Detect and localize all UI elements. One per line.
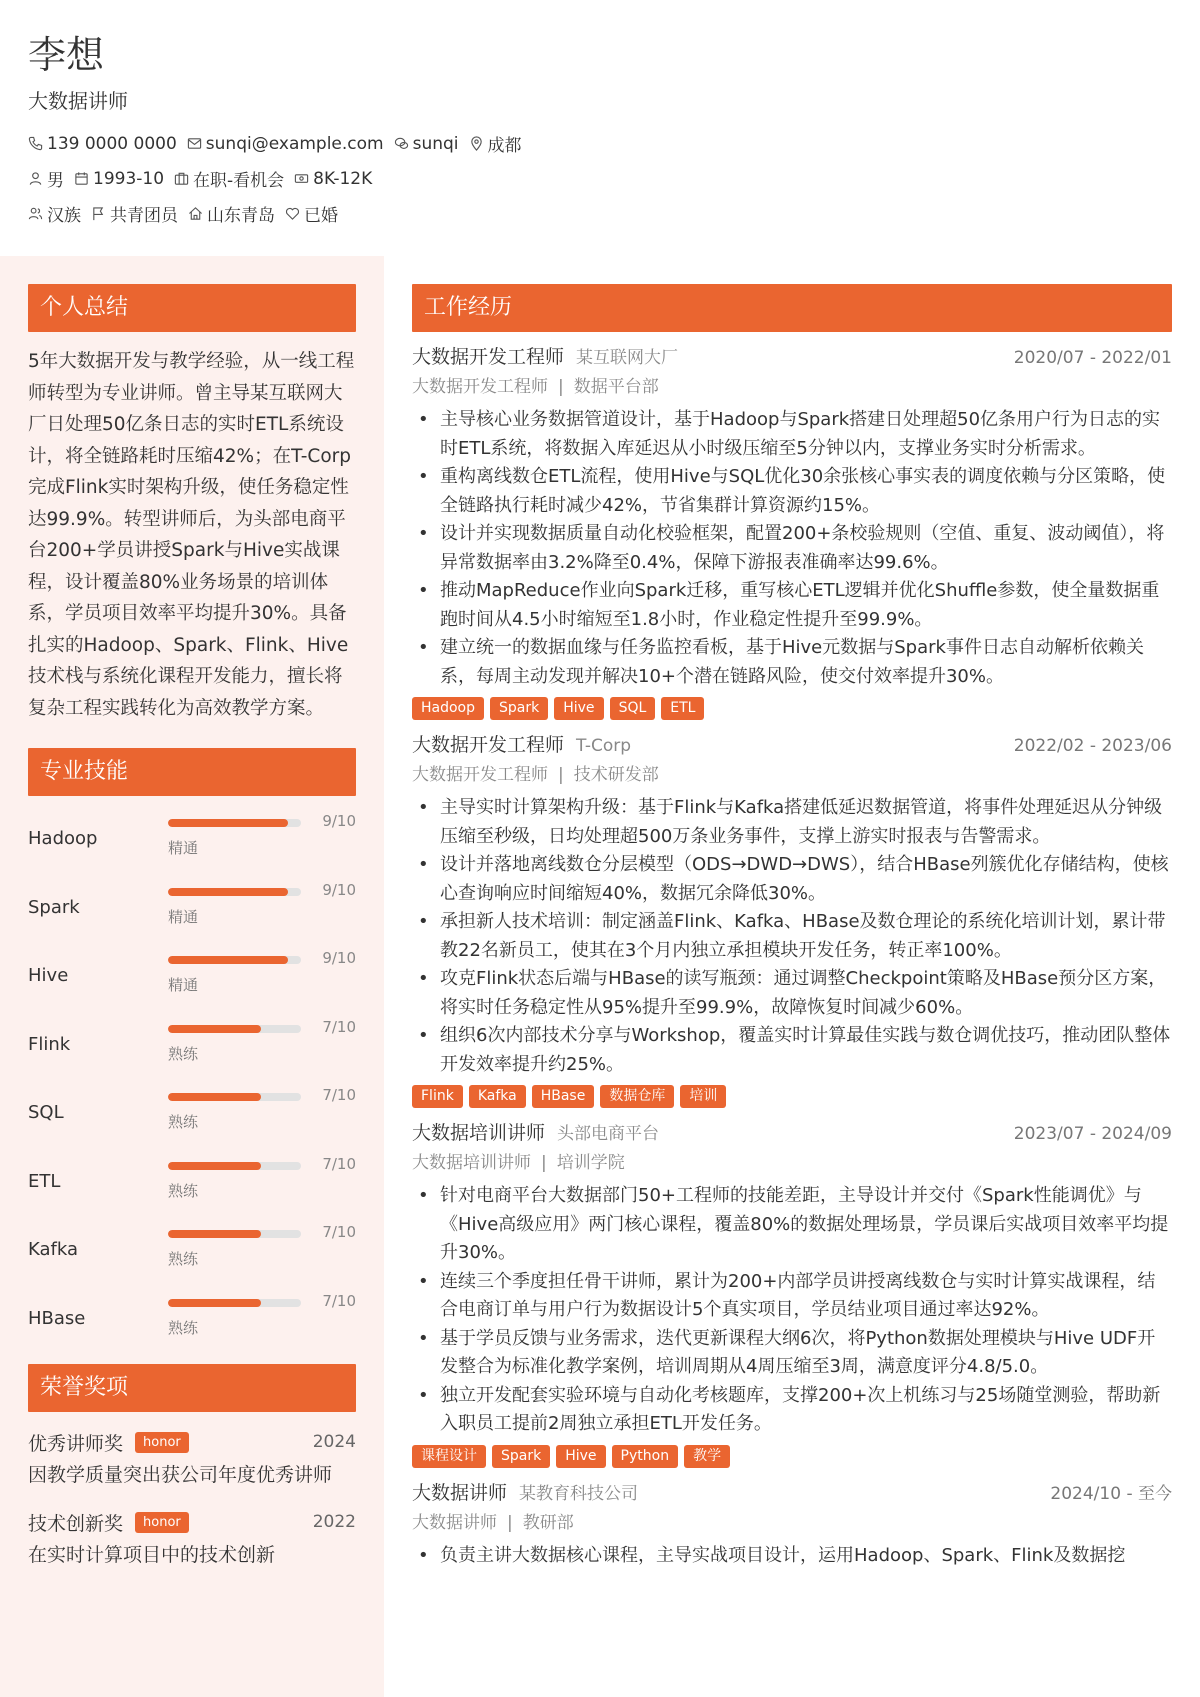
skill-tag: Kafka (469, 1085, 526, 1108)
job-header (412, 1118, 1172, 1148)
skill-tag: 数据仓库 (600, 1085, 674, 1108)
skill-bar-fill (168, 1299, 261, 1307)
job-tags (412, 697, 1172, 720)
skill-score: 7/10 (322, 1291, 356, 1310)
job-bullet: • 推动MapReduce作业向Spark迁移，重写核心ETL逻辑并优化Shuffle参数，使全量数据重跑时间从4.5小时缩短至1.8小时，作业稳定性提升至99.9%。 (412, 577, 1172, 634)
awards-section-title: 荣誉奖项 (28, 1364, 356, 1412)
skill-item (28, 1147, 356, 1216)
award-item (28, 1506, 356, 1572)
skill-bar-fill (168, 956, 288, 964)
skill-bar (168, 819, 301, 827)
phone-text: 139 0000 0000 (47, 133, 177, 154)
user-icon (28, 171, 43, 186)
award-name: 技术创新奖 (28, 1512, 124, 1535)
marital-text: 已婚 (304, 206, 338, 226)
gender-item (28, 166, 64, 191)
job-title: 大数据开发工程师 (412, 734, 565, 756)
skill-bar (168, 1093, 301, 1101)
hometown-item (188, 201, 275, 226)
skill-item (28, 1215, 356, 1284)
job-department: 培训学院 (556, 1153, 625, 1173)
skill-item (28, 1010, 356, 1079)
job-date: 2020/07 - 2022/01 (1013, 348, 1172, 368)
job-title: 大数据开发工程师 (412, 346, 565, 368)
job-date: 2023/07 - 2024/09 (1013, 1124, 1172, 1144)
skill-score: 7/10 (322, 1017, 356, 1036)
phone-item (28, 134, 177, 154)
salary-text: 8K-12K (313, 168, 373, 189)
skill-item (28, 873, 356, 942)
skill-bar-fill (168, 888, 288, 896)
skill-tag: Flink (412, 1085, 463, 1108)
phone-icon (28, 136, 43, 151)
marital-item (285, 201, 338, 226)
job-role-line (412, 760, 1172, 790)
mail-icon (187, 136, 202, 151)
birth-text: 1993-10 (93, 168, 165, 189)
job-date: 2024/10 - 至今 (1050, 1483, 1172, 1504)
award-header (28, 1426, 356, 1458)
awards-list (28, 1426, 356, 1572)
job-title: 大数据讲师 (412, 1481, 508, 1504)
skill-bar (168, 1230, 301, 1238)
skill-name: SQL (28, 1102, 64, 1123)
job-bullet: • 负责主讲大数据核心课程，主导实战项目设计，运用Hadoop、Spark、Flink及数据挖 (412, 1542, 1172, 1571)
heart-icon (285, 206, 300, 221)
role-separator: | (507, 1512, 513, 1533)
job-role: 大数据培训讲师 (412, 1153, 531, 1173)
wechat-text: sunqi (412, 133, 459, 154)
job-company: 某互联网大厂 (576, 348, 679, 368)
skill-bar-fill (168, 1025, 261, 1033)
resume-header (0, 0, 1200, 256)
job-bullet: • 主导实时计算架构升级：基于Flink与Kafka搭建低延迟数据管道，将事件处理延迟从分钟级压缩至秒级，日均处理超500万条业务事件，支撑上游实时报表与告警需求。 (412, 794, 1172, 851)
award-badge: honor (135, 1512, 189, 1533)
status-item (174, 166, 284, 191)
skill-name: Spark (28, 896, 80, 918)
skill-item (28, 1284, 356, 1353)
skill-bar (168, 956, 301, 964)
job-tags (412, 1445, 1172, 1468)
money-icon (294, 171, 309, 186)
skill-tag: Hive (554, 697, 603, 720)
politics-item (91, 201, 178, 226)
skill-tag: Hadoop (412, 697, 484, 720)
skill-item (28, 1078, 356, 1147)
job-company: 某教育科技公司 (519, 1483, 639, 1504)
location-pin-icon (469, 136, 484, 151)
skill-tag: Spark (490, 697, 548, 720)
award-year: 2024 (312, 1432, 356, 1452)
skill-tag: Spark (492, 1445, 550, 1468)
left-column (0, 256, 384, 1697)
users-icon (28, 206, 43, 221)
status-text: 在职-看机会 (193, 171, 285, 191)
skill-score: 9/10 (322, 949, 356, 967)
skill-item (28, 941, 356, 1010)
email-item (187, 134, 384, 154)
job-bullets (412, 794, 1172, 1079)
skill-name: Flink (28, 1033, 71, 1055)
skill-bar (168, 1162, 301, 1170)
skill-item (28, 804, 356, 873)
summary-text: 5年大数据开发与教学经验，从一线工程师转型为专业讲师。曾主导某互联网大厂日处理50亿条日志的实时ETL系统设计，将全链路耗时压缩42%；在T-Corp完成Flink实时架构升级，使任务稳定性达99.9%。转型讲师后，为头部电商平台200+学员讲授Spark与Hive实战课程，设计覆盖80%业务场景的培训体系，学员项目效率平均提升30%。具备扎实的Hadoop、Spark、Flink、Hive技术栈与系统化课程开发能力，擅长将复杂工程实践转化为高效教学方案。 (28, 351, 355, 719)
skill-bar (168, 1025, 301, 1033)
skill-tag: 教学 (684, 1445, 730, 1468)
award-item (28, 1426, 356, 1492)
role-separator: | (558, 377, 564, 397)
award-name: 优秀讲师奖 (28, 1432, 124, 1455)
politics-text: 共青团员 (110, 206, 178, 226)
skill-bar-fill (168, 1093, 261, 1101)
job-department: 教研部 (522, 1512, 574, 1533)
job-bullet: • 基于学员反馈与业务需求，迭代更新课程大纲6次，将Python数据处理模块与Hive UDF开发整合为标准化教学案例，培训周期从4周压缩至3周，满意度评分4.8/5.0。 (412, 1325, 1172, 1382)
job-title: 大数据培训讲师 (412, 1122, 546, 1144)
skills-list (28, 804, 356, 1352)
skill-name: HBase (28, 1307, 86, 1329)
birth-item (74, 169, 164, 189)
ethnicity-text: 汉族 (47, 206, 81, 226)
job-tags (412, 1085, 1172, 1108)
skill-name: Hadoop (28, 828, 98, 849)
job-bullets (412, 406, 1172, 691)
right-column (384, 256, 1200, 1697)
background-row (28, 196, 1200, 231)
job-company: 头部电商平台 (557, 1124, 660, 1144)
skill-level: 熟练 (168, 1181, 199, 1200)
skill-tag: 课程设计 (412, 1445, 486, 1468)
hometown-text: 山东青岛 (207, 206, 275, 226)
ethnicity-item (28, 201, 81, 226)
experience-section-title: 工作经历 (412, 284, 1172, 332)
skill-score: 9/10 (322, 880, 356, 899)
job-bullet: • 设计并落地离线数仓分层模型（ODS→DWD→DWS），结合HBase列簇优化存储结构，使核心查询响应时间缩短40%，数据冗余降低30%。 (412, 851, 1172, 908)
job-entry (412, 730, 1172, 1108)
job-bullets (412, 1542, 1172, 1571)
contact-row (28, 126, 1200, 161)
skill-score: 7/10 (322, 1086, 356, 1104)
job-bullets (412, 1182, 1172, 1439)
job-date: 2022/02 - 2023/06 (1013, 736, 1172, 756)
email-text: sunqi@example.com (205, 133, 384, 154)
briefcase-icon (174, 171, 189, 186)
city-text: 成都 (487, 136, 522, 156)
skill-level: 精通 (168, 907, 199, 926)
job-role-line (412, 372, 1172, 402)
skill-name: Hive (28, 965, 69, 986)
skill-score: 7/10 (322, 1223, 356, 1241)
calendar-icon (74, 171, 89, 186)
job-bullet: • 设计并实现数据质量自动化校验框架，配置200+条校验规则（空值、重复、波动阈值），将异常数据率由3.2%降至0.4%，保障下游报表准确率达99.6%。 (412, 520, 1172, 577)
wechat-item (394, 134, 459, 154)
skill-tag: Python (612, 1445, 679, 1468)
job-role: 大数据开发工程师 (412, 765, 548, 785)
job-role: 大数据开发工程师 (412, 377, 548, 397)
skill-level: 精通 (168, 976, 199, 994)
skill-tag: 培训 (680, 1085, 726, 1108)
job-company: T-Corp (576, 736, 632, 756)
job-department: 数据平台部 (573, 377, 659, 397)
job-bullet: • 连续三个季度担任骨干讲师，累计为200+内部学员讲授离线数仓与实时计算实战课程，结合电商订单与用户行为数据设计5个真实项目，学员结业项目通过率达92%。 (412, 1268, 1172, 1325)
jobs-list (412, 342, 1172, 1570)
role-separator: | (541, 1153, 547, 1173)
skill-score: 7/10 (322, 1154, 356, 1173)
job-entry (412, 342, 1172, 720)
job-role: 大数据讲师 (412, 1512, 497, 1533)
skill-bar (168, 1299, 301, 1307)
city-item (469, 131, 522, 156)
job-bullet: • 独立开发配套实验环境与自动化考核题库，支撑200+次上机练习与25场随堂测验，帮助新入职员工提前2周独立承担ETL开发任务。 (412, 1382, 1172, 1439)
job-bullet: • 攻克Flink状态后端与HBase的读写瓶颈：通过调整Checkpoint策略及HBase预分区方案，将实时任务稳定性从95%提升至99.9%，故障恢复时间减少60%。 (412, 965, 1172, 1022)
role-separator: | (558, 765, 564, 785)
job-role-line (412, 1508, 1172, 1538)
job-bullet: • 建立统一的数据血缘与任务监控看板，基于Hive元数据与Spark事件日志自动解析依赖关系，每周主动发现并解决10+个潜在链路风险，使交付效率提升30%。 (412, 634, 1172, 691)
wechat-icon (394, 136, 409, 151)
job-bullet: • 重构离线数仓ETL流程，使用Hive与SQL优化30余张核心事实表的调度依赖与分区策略，使全链路执行耗时减少42%，节省集群计算资源约15%。 (412, 463, 1172, 520)
job-bullet: • 针对电商平台大数据部门50+工程师的技能差距，主导设计并交付《Spark性能调优》与《Hive高级应用》两门核心课程，覆盖80%的数据处理场景，学员课后实战项目效率平均提升30%。 (412, 1182, 1172, 1268)
award-header (28, 1506, 356, 1538)
skill-bar (168, 888, 301, 896)
skill-tag: SQL (610, 697, 656, 720)
candidate-title: 大数据讲师 (28, 89, 128, 113)
skill-level: 熟练 (168, 1318, 199, 1337)
skill-bar-fill (168, 819, 288, 827)
personal-row (28, 161, 1200, 196)
job-bullet: • 组织6次内部技术分享与Workshop，覆盖实时计算最佳实践与数仓调优技巧，推动团队整体开发效率提升约25%。 (412, 1022, 1172, 1079)
job-header (412, 730, 1172, 760)
skill-level: 熟练 (168, 1113, 199, 1131)
job-bullet: • 承担新人技术培训：制定涵盖Flink、Kafka、HBase及数仓理论的系统化培训计划，累计带教22名新员工，使其在3个月内独立承担模块开发任务，转正率100%。 (412, 908, 1172, 965)
flag-icon (91, 206, 106, 221)
skill-tag: HBase (532, 1085, 595, 1108)
award-year: 2022 (312, 1512, 356, 1532)
job-header (412, 1478, 1172, 1508)
skill-name: ETL (28, 1170, 61, 1192)
skill-score: 9/10 (322, 812, 356, 830)
job-department: 技术研发部 (573, 765, 659, 785)
salary-item (294, 169, 372, 189)
skill-level: 熟练 (168, 1250, 199, 1268)
award-description: 在实时计算项目中的技术创新 (28, 1544, 276, 1566)
job-header (412, 342, 1172, 372)
skill-tag: ETL (661, 697, 704, 720)
skill-level: 熟练 (168, 1044, 199, 1063)
skill-bar-fill (168, 1230, 261, 1238)
job-bullet: • 主导核心业务数据管道设计，基于Hadoop与Spark搭建日处理超50亿条用户行为日志的实时ETL系统，将数据入库延迟从小时级压缩至5分钟以内，支撑业务实时分析需求。 (412, 406, 1172, 463)
gender-text: 男 (47, 171, 64, 191)
home-icon (188, 206, 203, 221)
skill-tag: Hive (556, 1445, 605, 1468)
award-description: 因教学质量突出获公司年度优秀讲师 (28, 1464, 333, 1486)
skill-name: Kafka (28, 1239, 78, 1260)
summary-section-title: 个人总结 (28, 284, 356, 332)
job-entry (412, 1118, 1172, 1468)
skill-bar-fill (168, 1162, 261, 1170)
job-entry (412, 1478, 1172, 1571)
award-badge: honor (135, 1432, 189, 1453)
candidate-name: 李想 (28, 33, 105, 77)
skills-section-title: 专业技能 (28, 748, 356, 796)
job-role-line (412, 1148, 1172, 1178)
skill-level: 精通 (168, 839, 199, 857)
